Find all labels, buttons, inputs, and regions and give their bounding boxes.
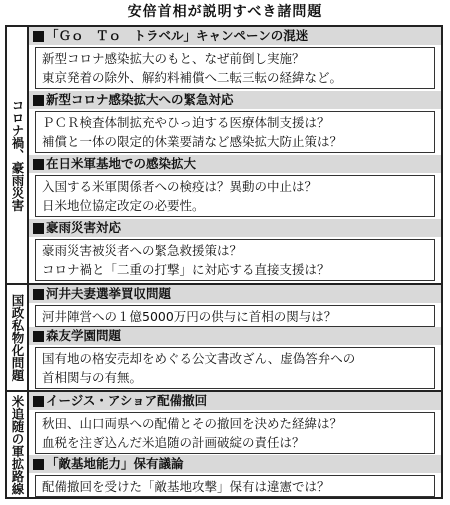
section-header: 「Ｇｏ Ｔｏ トラベル」キャンペーンの混迷 [46,28,309,43]
section-body [35,175,435,217]
square-bullet-icon [33,331,44,342]
square-bullet-icon [33,223,44,234]
body-line: 国有地の格安売却をめぐる公文書改ざん、虚偽答弁への [42,351,356,366]
section-header: 豪雨災害対応 [46,220,122,235]
group-corona-disaster [7,27,441,283]
section-corona-emergency [29,91,441,155]
square-bullet-icon [33,396,44,407]
body-line: 日米地位協定改定の必要性。 [42,198,205,213]
group-label: 国政私物化問題 [7,285,29,390]
group-military [7,390,441,497]
body-line: 河井陣営への１億5000万円の供与に首相の関与は？ [42,309,337,324]
section-moritomo [29,327,441,390]
body-line: 東京発着の除外、解約料補償へ二転三転の経緯など。 [42,70,343,85]
group-label: コロナ禍、豪雨災害 [7,27,29,283]
section-header: イージス・アショア配備撤回 [46,393,208,408]
square-bullet-icon [33,459,44,470]
section-aegis-ashore [29,392,441,455]
body-line: 補償と一体の限定的休業要請など感染拡大防止策は？ [42,134,343,149]
square-bullet-icon [33,289,44,300]
body-line: 入国する米軍関係者への検疫は？異動の中止は？ [42,179,318,194]
body-line: 豪雨災害被災者への緊急救援策は？ [42,243,243,258]
square-bullet-icon [33,159,44,170]
body-line: 血税を注ぎ込んだ米追随の計画破綻の責任は？ [42,435,305,450]
section-body [35,47,435,89]
section-header: 在日米軍基地での感染拡大 [46,156,197,171]
section-us-bases [29,155,441,219]
section-header: 河井夫妻選挙買収問題 [46,286,172,301]
section-body [35,239,435,281]
issues-table [5,25,443,499]
section-body [35,305,435,327]
section-kawai-bribery [29,285,441,327]
section-body [35,475,435,497]
section-body [35,347,435,389]
section-header: 新型コロナ感染拡大への緊急対応 [46,92,234,107]
body-line: 配備撤回を受けた「敵基地攻撃」保有は違憲では？ [42,479,330,494]
page-title: 安倍首相が説明すべき諸問題 [127,4,323,20]
section-body [35,412,435,454]
body-line: コロナ禍と「二重の打撃」に対応する直接支援は？ [42,262,330,277]
section-enemy-base [29,455,441,498]
section-body [35,111,435,153]
body-line: 秋田、山口両県への配備とその撤回を決めた経緯は？ [42,416,343,431]
section-header: 森友学園問題 [46,328,122,343]
section-header: 「敵基地能力」保有議論 [46,456,184,471]
square-bullet-icon [33,31,44,42]
body-line: ＰＣＲ検査体制拡充やひっ迫する医療体制支援は？ [42,115,330,130]
group-label: 米追随の軍拡路線 [7,392,29,497]
group-privatization [7,283,441,390]
section-goto-travel [29,27,441,91]
section-heavy-rain [29,219,441,283]
square-bullet-icon [33,95,44,106]
body-line: 新型コロナ感染拡大のもと、なぜ前倒し実施？ [42,51,305,66]
body-line: 首相関与の有無。 [42,370,143,385]
